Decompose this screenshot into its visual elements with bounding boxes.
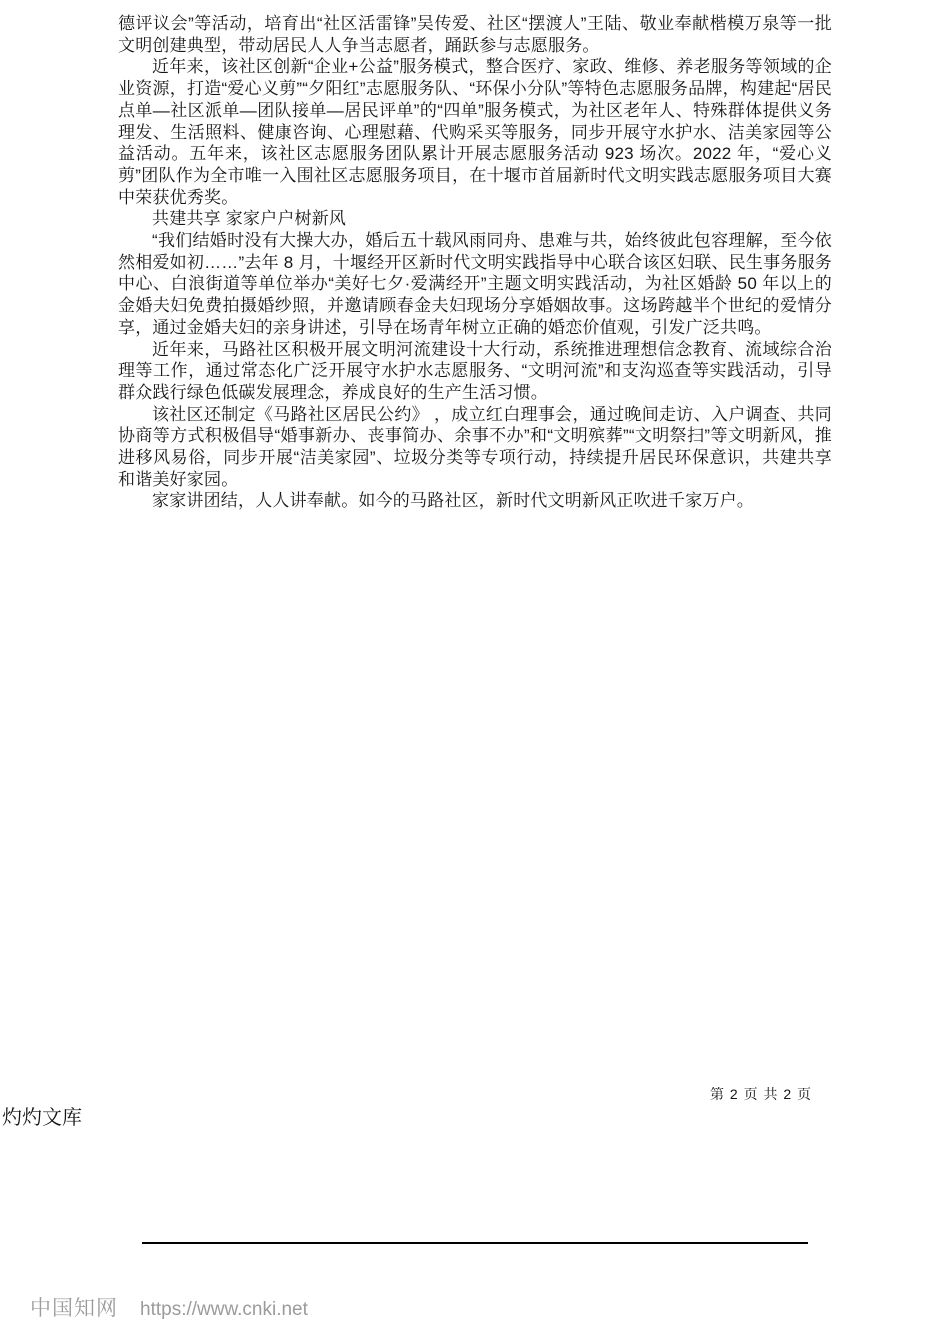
footer-divider-line bbox=[142, 1242, 808, 1244]
section-heading: 共建共享 家家户户树新风 bbox=[152, 209, 347, 229]
page-indicator: 第 2 页 共 2 页 bbox=[710, 1086, 813, 1102]
cnki-brand-logo: 中国知网 bbox=[30, 1297, 118, 1320]
document-body bbox=[118, 13, 832, 512]
cnki-url-link[interactable]: https://www.cnki.net bbox=[140, 1299, 308, 1320]
paragraph-closing: 家家讲团结，人人讲奉献。如今的马路社区，新时代文明新风正吹进千家万户。 bbox=[152, 491, 754, 511]
paragraph-civilized-river: 近年来，马路社区积极开展文明河流建设十大行动，系统推进理想信念教育、流域综合治理等工作，通过常态化广泛开展守水护水志愿服务、“文明河流”和支沟巡查等实践活动，引导群众践行绿色低碳发展理念，养成良好的生产生活习惯。 bbox=[118, 339, 832, 402]
paragraph-continuation: 德评议会”等活动，培育出“社区活雷锋”吴传爱、社区“摆渡人”王陆、敬业奉献楷模万泉等一批文明创建典型，带动居民人人争当志愿者，踊跃参与志愿服务。 bbox=[118, 14, 832, 55]
paragraph-volunteer-service: 近年来，该社区创新“企业+公益”服务模式，整合医疗、家政、维修、养老服务等领域的企业资源，打造“爱心义剪”“夕阳红”志愿服务队、“环保小分队”等特色志愿服务品牌，构建起“居民点单—社区派单—团队接单—居民评单”的“四单”服务模式，为社区老年人、特殊群体提供义务理发、生活照料、健康咨询、心理慰藉、代购采买等服务，同步开展守水护水、洁美家园等公益活动。五年来，该社区志愿服务团队累计开展志愿服务活动 923 场次。2022 年，“爱心义剪”团队作为全市唯一入围社区志愿服务项目，在十堰市首届新时代文明实践志愿服务项目大赛中荣获优秀奖。 bbox=[118, 57, 832, 207]
library-watermark: 灼灼文库 bbox=[2, 1107, 82, 1129]
paragraph-resident-convention: 该社区还制定《马路社区居民公约》 ，成立红白理事会，通过晚间走访、入户调查、共同协商等方式积极倡导“婚事新办、丧事简办、余事不办”和“文明殡葬”“文明祭扫”等文明新风，推进移风易俗，同步开展“洁美家园”、垃圾分类等专项行动，持续提升居民环保意识，共建共享和谐美好家园。 bbox=[118, 404, 832, 489]
paragraph-golden-wedding: “我们结婚时没有大操大办，婚后五十载风雨同舟、患难与共，始终彼此包容理解，至今依然相爱如初……”去年 8 月，十堰经开区新时代文明实践指导中心联合该区妇联、民生事务服务中心、白浪街道等单位举办“美好七夕·爱满经开”主题文明实践活动，为社区婚龄 50 年以上的金婚夫妇免费拍摄婚纱照，并邀请顾春金夫妇现场分享婚姻故事。这场跨越半个世纪的爱情分享，通过金婚夫妇的亲身讲述，引导在场青年树立正确的婚恋价值观，引发广泛共鸣。 bbox=[118, 231, 832, 337]
cnki-footer bbox=[30, 1292, 308, 1322]
